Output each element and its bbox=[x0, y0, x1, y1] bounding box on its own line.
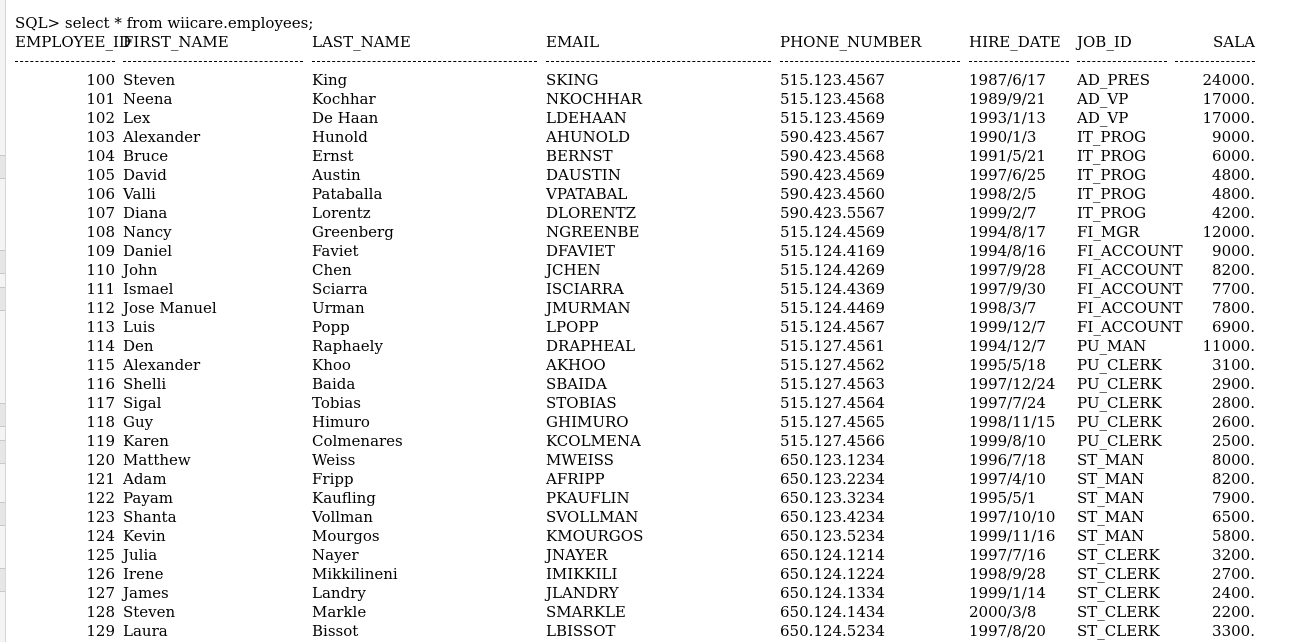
cell-phone-number: 650.124.1214 bbox=[780, 546, 885, 564]
cell-salary: 2600. bbox=[1212, 413, 1255, 431]
cell-employee-id: 123 bbox=[86, 508, 115, 526]
cell-last-name: Himuro bbox=[312, 413, 370, 431]
cell-phone-number: 650.123.1234 bbox=[780, 451, 885, 469]
cell-email: MWEISS bbox=[546, 451, 614, 469]
cell-job-id: FI_ACCOUNT bbox=[1077, 299, 1183, 317]
cell-last-name: Faviet bbox=[312, 242, 359, 260]
cell-employee-id: 106 bbox=[86, 185, 115, 203]
cell-email: VPATABAL bbox=[546, 185, 628, 203]
cell-job-id: PU_MAN bbox=[1077, 337, 1147, 355]
cell-email: KMOURGOS bbox=[546, 527, 644, 545]
cell-email: KCOLMENA bbox=[546, 432, 641, 450]
cell-email: PKAUFLIN bbox=[546, 489, 630, 507]
cell-job-id: AD_VP bbox=[1077, 90, 1129, 108]
cell-first-name: Laura bbox=[123, 622, 168, 640]
cell-phone-number: 590.423.4568 bbox=[780, 147, 885, 165]
cell-salary: 24000. bbox=[1202, 71, 1255, 89]
cell-last-name: Landry bbox=[312, 584, 366, 602]
cell-first-name: Lex bbox=[123, 109, 151, 127]
cell-last-name: Khoo bbox=[312, 356, 351, 374]
cell-employee-id: 107 bbox=[86, 204, 115, 222]
divider-email bbox=[546, 61, 771, 62]
table-row bbox=[15, 413, 1255, 432]
cell-phone-number: 650.124.5234 bbox=[780, 622, 885, 640]
cell-email: AKHOO bbox=[546, 356, 606, 374]
cell-salary: 8000. bbox=[1212, 451, 1255, 469]
cell-hire-date: 1991/5/21 bbox=[969, 147, 1046, 165]
cell-employee-id: 117 bbox=[86, 394, 115, 412]
cell-employee-id: 129 bbox=[86, 622, 115, 640]
table-row bbox=[15, 318, 1255, 337]
cell-salary: 6000. bbox=[1212, 147, 1255, 165]
cell-salary: 11000. bbox=[1202, 337, 1255, 355]
sql-prompt-line: SQL> select * from wiicare.employees; bbox=[15, 14, 314, 32]
cell-first-name: Neena bbox=[123, 90, 173, 108]
cell-phone-number: 650.123.4234 bbox=[780, 508, 885, 526]
cell-employee-id: 110 bbox=[86, 261, 115, 279]
cell-employee-id: 121 bbox=[86, 470, 115, 488]
cell-email: AFRIPP bbox=[546, 470, 605, 488]
cell-hire-date: 1999/2/7 bbox=[969, 204, 1037, 222]
cell-phone-number: 515.127.4564 bbox=[780, 394, 885, 412]
cell-hire-date: 1997/6/25 bbox=[969, 166, 1046, 184]
cell-salary: 17000. bbox=[1202, 90, 1255, 108]
header-first-name: FIRST_NAME bbox=[123, 33, 229, 51]
cell-phone-number: 590.423.4569 bbox=[780, 166, 885, 184]
cell-last-name: Kaufling bbox=[312, 489, 376, 507]
gutter-marker bbox=[0, 250, 5, 274]
cell-salary: 2800. bbox=[1212, 394, 1255, 412]
table-row bbox=[15, 204, 1255, 223]
table-row bbox=[15, 261, 1255, 280]
cell-salary: 9000. bbox=[1212, 242, 1255, 260]
cell-phone-number: 650.124.1334 bbox=[780, 584, 885, 602]
cell-email: AHUNOLD bbox=[546, 128, 630, 146]
cell-job-id: ST_CLERK bbox=[1077, 565, 1160, 583]
cell-first-name: Guy bbox=[123, 413, 154, 431]
cell-job-id: FI_ACCOUNT bbox=[1077, 261, 1183, 279]
table-row bbox=[15, 280, 1255, 299]
cell-salary: 5800. bbox=[1212, 527, 1255, 545]
cell-salary: 3200. bbox=[1212, 546, 1255, 564]
cell-job-id: ST_MAN bbox=[1077, 508, 1145, 526]
cell-first-name: Valli bbox=[123, 185, 156, 203]
cell-last-name: Colmenares bbox=[312, 432, 403, 450]
cell-phone-number: 650.123.2234 bbox=[780, 470, 885, 488]
cell-salary: 6500. bbox=[1212, 508, 1255, 526]
cell-salary: 7900. bbox=[1212, 489, 1255, 507]
cell-first-name: Matthew bbox=[123, 451, 191, 469]
cell-first-name: John bbox=[123, 261, 158, 279]
cell-email: SKING bbox=[546, 71, 599, 89]
cell-hire-date: 1994/8/16 bbox=[969, 242, 1046, 260]
table-row bbox=[15, 147, 1255, 166]
cell-hire-date: 1994/8/17 bbox=[969, 223, 1046, 241]
cell-first-name: Daniel bbox=[123, 242, 173, 260]
divider-phone-number bbox=[780, 61, 960, 62]
table-row bbox=[15, 527, 1255, 546]
cell-phone-number: 515.127.4565 bbox=[780, 413, 885, 431]
gutter-marker bbox=[0, 155, 5, 179]
cell-job-id: ST_MAN bbox=[1077, 451, 1145, 469]
gutter-marker bbox=[0, 502, 5, 526]
table-row bbox=[15, 584, 1255, 603]
cell-email: NKOCHHAR bbox=[546, 90, 642, 108]
cell-phone-number: 515.124.4469 bbox=[780, 299, 885, 317]
table-row bbox=[15, 185, 1255, 204]
cell-phone-number: 515.123.4567 bbox=[780, 71, 885, 89]
cell-phone-number: 515.124.4567 bbox=[780, 318, 885, 336]
cell-job-id: PU_CLERK bbox=[1077, 375, 1162, 393]
cell-first-name: Ismael bbox=[123, 280, 174, 298]
cell-first-name: Nancy bbox=[123, 223, 172, 241]
cell-salary: 3300. bbox=[1212, 622, 1255, 640]
cell-last-name: Lorentz bbox=[312, 204, 371, 222]
cell-first-name: Kevin bbox=[123, 527, 166, 545]
cell-employee-id: 116 bbox=[86, 375, 115, 393]
cell-first-name: Karen bbox=[123, 432, 169, 450]
table-row bbox=[15, 622, 1255, 641]
cell-email: SBAIDA bbox=[546, 375, 607, 393]
table-row bbox=[15, 90, 1255, 109]
cell-job-id: IT_PROG bbox=[1077, 128, 1147, 146]
cell-hire-date: 1998/2/5 bbox=[969, 185, 1037, 203]
cell-job-id: AD_VP bbox=[1077, 109, 1129, 127]
table-row bbox=[15, 71, 1255, 90]
cell-last-name: Markle bbox=[312, 603, 367, 621]
cell-phone-number: 650.123.3234 bbox=[780, 489, 885, 507]
cell-hire-date: 2000/3/8 bbox=[969, 603, 1037, 621]
cell-hire-date: 1993/1/13 bbox=[969, 109, 1046, 127]
cell-employee-id: 124 bbox=[86, 527, 115, 545]
cell-last-name: Popp bbox=[312, 318, 350, 336]
table-row bbox=[15, 508, 1255, 527]
cell-hire-date: 1995/5/1 bbox=[969, 489, 1037, 507]
table-row bbox=[15, 451, 1255, 470]
cell-employee-id: 113 bbox=[86, 318, 115, 336]
cell-hire-date: 1987/6/17 bbox=[969, 71, 1046, 89]
table-row bbox=[15, 489, 1255, 508]
cell-salary: 2400. bbox=[1212, 584, 1255, 602]
cell-hire-date: 1997/9/30 bbox=[969, 280, 1046, 298]
cell-salary: 2700. bbox=[1212, 565, 1255, 583]
divider-salary bbox=[1175, 61, 1255, 62]
cell-employee-id: 120 bbox=[86, 451, 115, 469]
divider-job-id bbox=[1077, 61, 1167, 62]
cell-job-id: PU_CLERK bbox=[1077, 413, 1162, 431]
header-hire-date: HIRE_DATE bbox=[969, 33, 1061, 51]
cell-salary: 4200. bbox=[1212, 204, 1255, 222]
cell-email: STOBIAS bbox=[546, 394, 617, 412]
cell-last-name: Sciarra bbox=[312, 280, 368, 298]
cell-phone-number: 515.127.4562 bbox=[780, 356, 885, 374]
cell-employee-id: 104 bbox=[86, 147, 115, 165]
table-row bbox=[15, 128, 1255, 147]
cell-salary: 6900. bbox=[1212, 318, 1255, 336]
cell-last-name: Austin bbox=[312, 166, 361, 184]
cell-hire-date: 1997/7/16 bbox=[969, 546, 1046, 564]
header-phone-number: PHONE_NUMBER bbox=[780, 33, 922, 51]
table-row bbox=[15, 375, 1255, 394]
cell-last-name: Kochhar bbox=[312, 90, 376, 108]
column-header-row bbox=[15, 33, 1255, 52]
cell-email: JMURMAN bbox=[546, 299, 631, 317]
cell-email: DRAPHEAL bbox=[546, 337, 636, 355]
cell-job-id: AD_PRES bbox=[1077, 71, 1150, 89]
cell-phone-number: 515.127.4561 bbox=[780, 337, 885, 355]
cell-employee-id: 122 bbox=[86, 489, 115, 507]
divider-last-name bbox=[312, 61, 537, 62]
table-row bbox=[15, 337, 1255, 356]
cell-job-id: ST_CLERK bbox=[1077, 546, 1160, 564]
cell-first-name: Diana bbox=[123, 204, 168, 222]
cell-employee-id: 118 bbox=[86, 413, 115, 431]
cell-first-name: Alexander bbox=[123, 356, 201, 374]
cell-last-name: Chen bbox=[312, 261, 352, 279]
table-row bbox=[15, 223, 1255, 242]
cell-first-name: Shanta bbox=[123, 508, 177, 526]
cell-phone-number: 515.124.4369 bbox=[780, 280, 885, 298]
cell-email: JCHEN bbox=[546, 261, 601, 279]
header-email: EMAIL bbox=[546, 33, 600, 51]
cell-employee-id: 112 bbox=[86, 299, 115, 317]
cell-phone-number: 515.124.4569 bbox=[780, 223, 885, 241]
cell-last-name: Vollman bbox=[312, 508, 373, 526]
cell-phone-number: 515.123.4569 bbox=[780, 109, 885, 127]
cell-employee-id: 105 bbox=[86, 166, 115, 184]
table-row bbox=[15, 394, 1255, 413]
gutter-marker bbox=[0, 287, 5, 311]
cell-email: JNAYER bbox=[546, 546, 608, 564]
table-row bbox=[15, 356, 1255, 375]
cell-first-name: Adam bbox=[123, 470, 167, 488]
cell-last-name: Raphaely bbox=[312, 337, 383, 355]
cell-hire-date: 1999/12/7 bbox=[969, 318, 1046, 336]
cell-first-name: Den bbox=[123, 337, 154, 355]
cell-first-name: Jose Manuel bbox=[123, 299, 217, 317]
cell-email: LBISSOT bbox=[546, 622, 616, 640]
cell-employee-id: 126 bbox=[86, 565, 115, 583]
cell-email: DAUSTIN bbox=[546, 166, 621, 184]
cell-job-id: IT_PROG bbox=[1077, 185, 1147, 203]
cell-email: JLANDRY bbox=[546, 584, 619, 602]
cell-salary: 8200. bbox=[1212, 470, 1255, 488]
cell-first-name: Luis bbox=[123, 318, 156, 336]
cell-first-name: David bbox=[123, 166, 167, 184]
cell-hire-date: 1994/12/7 bbox=[969, 337, 1046, 355]
left-window-edge bbox=[0, 0, 6, 642]
cell-job-id: FI_ACCOUNT bbox=[1077, 318, 1183, 336]
cell-salary: 9000. bbox=[1212, 128, 1255, 146]
cell-hire-date: 1996/7/18 bbox=[969, 451, 1046, 469]
cell-employee-id: 119 bbox=[86, 432, 115, 450]
cell-employee-id: 101 bbox=[86, 90, 115, 108]
cell-email: NGREENBE bbox=[546, 223, 640, 241]
cell-job-id: FI_ACCOUNT bbox=[1077, 280, 1183, 298]
cell-last-name: Weiss bbox=[312, 451, 356, 469]
cell-job-id: IT_PROG bbox=[1077, 204, 1147, 222]
cell-first-name: James bbox=[123, 584, 169, 602]
cell-employee-id: 111 bbox=[86, 280, 115, 298]
header-job-id: JOB_ID bbox=[1077, 33, 1132, 51]
cell-job-id: IT_PROG bbox=[1077, 166, 1147, 184]
cell-job-id: PU_CLERK bbox=[1077, 432, 1162, 450]
divider-first-name bbox=[123, 61, 303, 62]
cell-employee-id: 102 bbox=[86, 109, 115, 127]
cell-hire-date: 1999/11/16 bbox=[969, 527, 1056, 545]
cell-hire-date: 1999/8/10 bbox=[969, 432, 1046, 450]
cell-phone-number: 590.423.4560 bbox=[780, 185, 885, 203]
cell-salary: 2500. bbox=[1212, 432, 1255, 450]
cell-email: DLORENTZ bbox=[546, 204, 637, 222]
cell-phone-number: 515.127.4566 bbox=[780, 432, 885, 450]
cell-hire-date: 1989/9/21 bbox=[969, 90, 1046, 108]
cell-last-name: Urman bbox=[312, 299, 365, 317]
cell-job-id: ST_MAN bbox=[1077, 527, 1145, 545]
cell-hire-date: 1990/1/3 bbox=[969, 128, 1037, 146]
cell-hire-date: 1997/10/10 bbox=[969, 508, 1056, 526]
cell-last-name: De Haan bbox=[312, 109, 379, 127]
gutter-marker bbox=[0, 440, 5, 464]
table-row bbox=[15, 603, 1255, 622]
cell-last-name: Greenberg bbox=[312, 223, 394, 241]
cell-job-id: ST_CLERK bbox=[1077, 622, 1160, 640]
cell-hire-date: 1998/11/15 bbox=[969, 413, 1056, 431]
cell-email: SMARKLE bbox=[546, 603, 626, 621]
cell-employee-id: 108 bbox=[86, 223, 115, 241]
cell-employee-id: 103 bbox=[86, 128, 115, 146]
cell-job-id: PU_CLERK bbox=[1077, 394, 1162, 412]
cell-salary: 12000. bbox=[1202, 223, 1255, 241]
cell-job-id: ST_MAN bbox=[1077, 470, 1145, 488]
cell-last-name: Fripp bbox=[312, 470, 354, 488]
cell-first-name: Sigal bbox=[123, 394, 162, 412]
cell-email: IMIKKILI bbox=[546, 565, 618, 583]
cell-last-name: Mourgos bbox=[312, 527, 380, 545]
cell-job-id: IT_PROG bbox=[1077, 147, 1147, 165]
cell-phone-number: 515.123.4568 bbox=[780, 90, 885, 108]
cell-salary: 8200. bbox=[1212, 261, 1255, 279]
table-row bbox=[15, 432, 1255, 451]
cell-email: SVOLLMAN bbox=[546, 508, 639, 526]
cell-salary: 2900. bbox=[1212, 375, 1255, 393]
cell-first-name: Steven bbox=[123, 603, 176, 621]
cell-first-name: Irene bbox=[123, 565, 164, 583]
cell-phone-number: 650.124.1224 bbox=[780, 565, 885, 583]
cell-job-id: ST_MAN bbox=[1077, 489, 1145, 507]
cell-last-name: Tobias bbox=[312, 394, 361, 412]
cell-hire-date: 1998/3/7 bbox=[969, 299, 1037, 317]
cell-employee-id: 125 bbox=[86, 546, 115, 564]
cell-last-name: Ernst bbox=[312, 147, 354, 165]
cell-phone-number: 650.123.5234 bbox=[780, 527, 885, 545]
cell-email: DFAVIET bbox=[546, 242, 615, 260]
cell-salary: 4800. bbox=[1212, 185, 1255, 203]
cell-hire-date: 1998/9/28 bbox=[969, 565, 1046, 583]
table-row bbox=[15, 109, 1255, 128]
cell-hire-date: 1997/7/24 bbox=[969, 394, 1046, 412]
cell-last-name: Hunold bbox=[312, 128, 368, 146]
cell-email: GHIMURO bbox=[546, 413, 629, 431]
cell-last-name: Bissot bbox=[312, 622, 359, 640]
cell-hire-date: 1997/9/28 bbox=[969, 261, 1046, 279]
cell-employee-id: 114 bbox=[86, 337, 115, 355]
cell-phone-number: 515.124.4269 bbox=[780, 261, 885, 279]
gutter-marker bbox=[0, 403, 5, 427]
cell-first-name: Steven bbox=[123, 71, 176, 89]
cell-job-id: ST_CLERK bbox=[1077, 584, 1160, 602]
cell-salary: 4800. bbox=[1212, 166, 1255, 184]
cell-last-name: Baida bbox=[312, 375, 356, 393]
cell-last-name: Pataballa bbox=[312, 185, 383, 203]
cell-hire-date: 1997/12/24 bbox=[969, 375, 1056, 393]
cell-phone-number: 590.423.5567 bbox=[780, 204, 885, 222]
cell-phone-number: 515.127.4563 bbox=[780, 375, 885, 393]
cell-phone-number: 590.423.4567 bbox=[780, 128, 885, 146]
cell-hire-date: 1995/5/18 bbox=[969, 356, 1046, 374]
cell-employee-id: 109 bbox=[86, 242, 115, 260]
cell-first-name: Payam bbox=[123, 489, 174, 507]
cell-phone-number: 650.124.1434 bbox=[780, 603, 885, 621]
cell-hire-date: 1997/4/10 bbox=[969, 470, 1046, 488]
table-row bbox=[15, 470, 1255, 489]
cell-salary: 17000. bbox=[1202, 109, 1255, 127]
header-employee-id: EMPLOYEE_ID bbox=[15, 33, 131, 51]
cell-email: LPOPP bbox=[546, 318, 599, 336]
cell-last-name: Nayer bbox=[312, 546, 359, 564]
cell-email: ISCIARRA bbox=[546, 280, 624, 298]
cell-first-name: Julia bbox=[123, 546, 158, 564]
cell-job-id: FI_MGR bbox=[1077, 223, 1140, 241]
cell-last-name: King bbox=[312, 71, 348, 89]
divider-employee-id bbox=[15, 61, 115, 62]
cell-job-id: ST_CLERK bbox=[1077, 603, 1160, 621]
cell-job-id: PU_CLERK bbox=[1077, 356, 1162, 374]
header-last-name: LAST_NAME bbox=[312, 33, 411, 51]
gutter-marker bbox=[0, 568, 5, 592]
table-row bbox=[15, 299, 1255, 318]
cell-first-name: Shelli bbox=[123, 375, 167, 393]
cell-employee-id: 115 bbox=[86, 356, 115, 374]
table-row bbox=[15, 565, 1255, 584]
cell-first-name: Bruce bbox=[123, 147, 169, 165]
table-row bbox=[15, 546, 1255, 565]
cell-email: BERNST bbox=[546, 147, 613, 165]
cell-employee-id: 100 bbox=[86, 71, 115, 89]
cell-first-name: Alexander bbox=[123, 128, 201, 146]
divider-hire-date bbox=[969, 61, 1069, 62]
cell-phone-number: 515.124.4169 bbox=[780, 242, 885, 260]
cell-hire-date: 1997/8/20 bbox=[969, 622, 1046, 640]
cell-employee-id: 128 bbox=[86, 603, 115, 621]
cell-salary: 7800. bbox=[1212, 299, 1255, 317]
header-salary: SALA bbox=[1213, 33, 1255, 51]
cell-employee-id: 127 bbox=[86, 584, 115, 602]
cell-salary: 7700. bbox=[1212, 280, 1255, 298]
cell-job-id: FI_ACCOUNT bbox=[1077, 242, 1183, 260]
table-row bbox=[15, 166, 1255, 185]
table-row bbox=[15, 242, 1255, 261]
cell-salary: 2200. bbox=[1212, 603, 1255, 621]
cell-hire-date: 1999/1/14 bbox=[969, 584, 1046, 602]
cell-salary: 3100. bbox=[1212, 356, 1255, 374]
cell-email: LDEHAAN bbox=[546, 109, 627, 127]
column-divider-row bbox=[15, 52, 1249, 71]
cell-last-name: Mikkilineni bbox=[312, 565, 398, 583]
